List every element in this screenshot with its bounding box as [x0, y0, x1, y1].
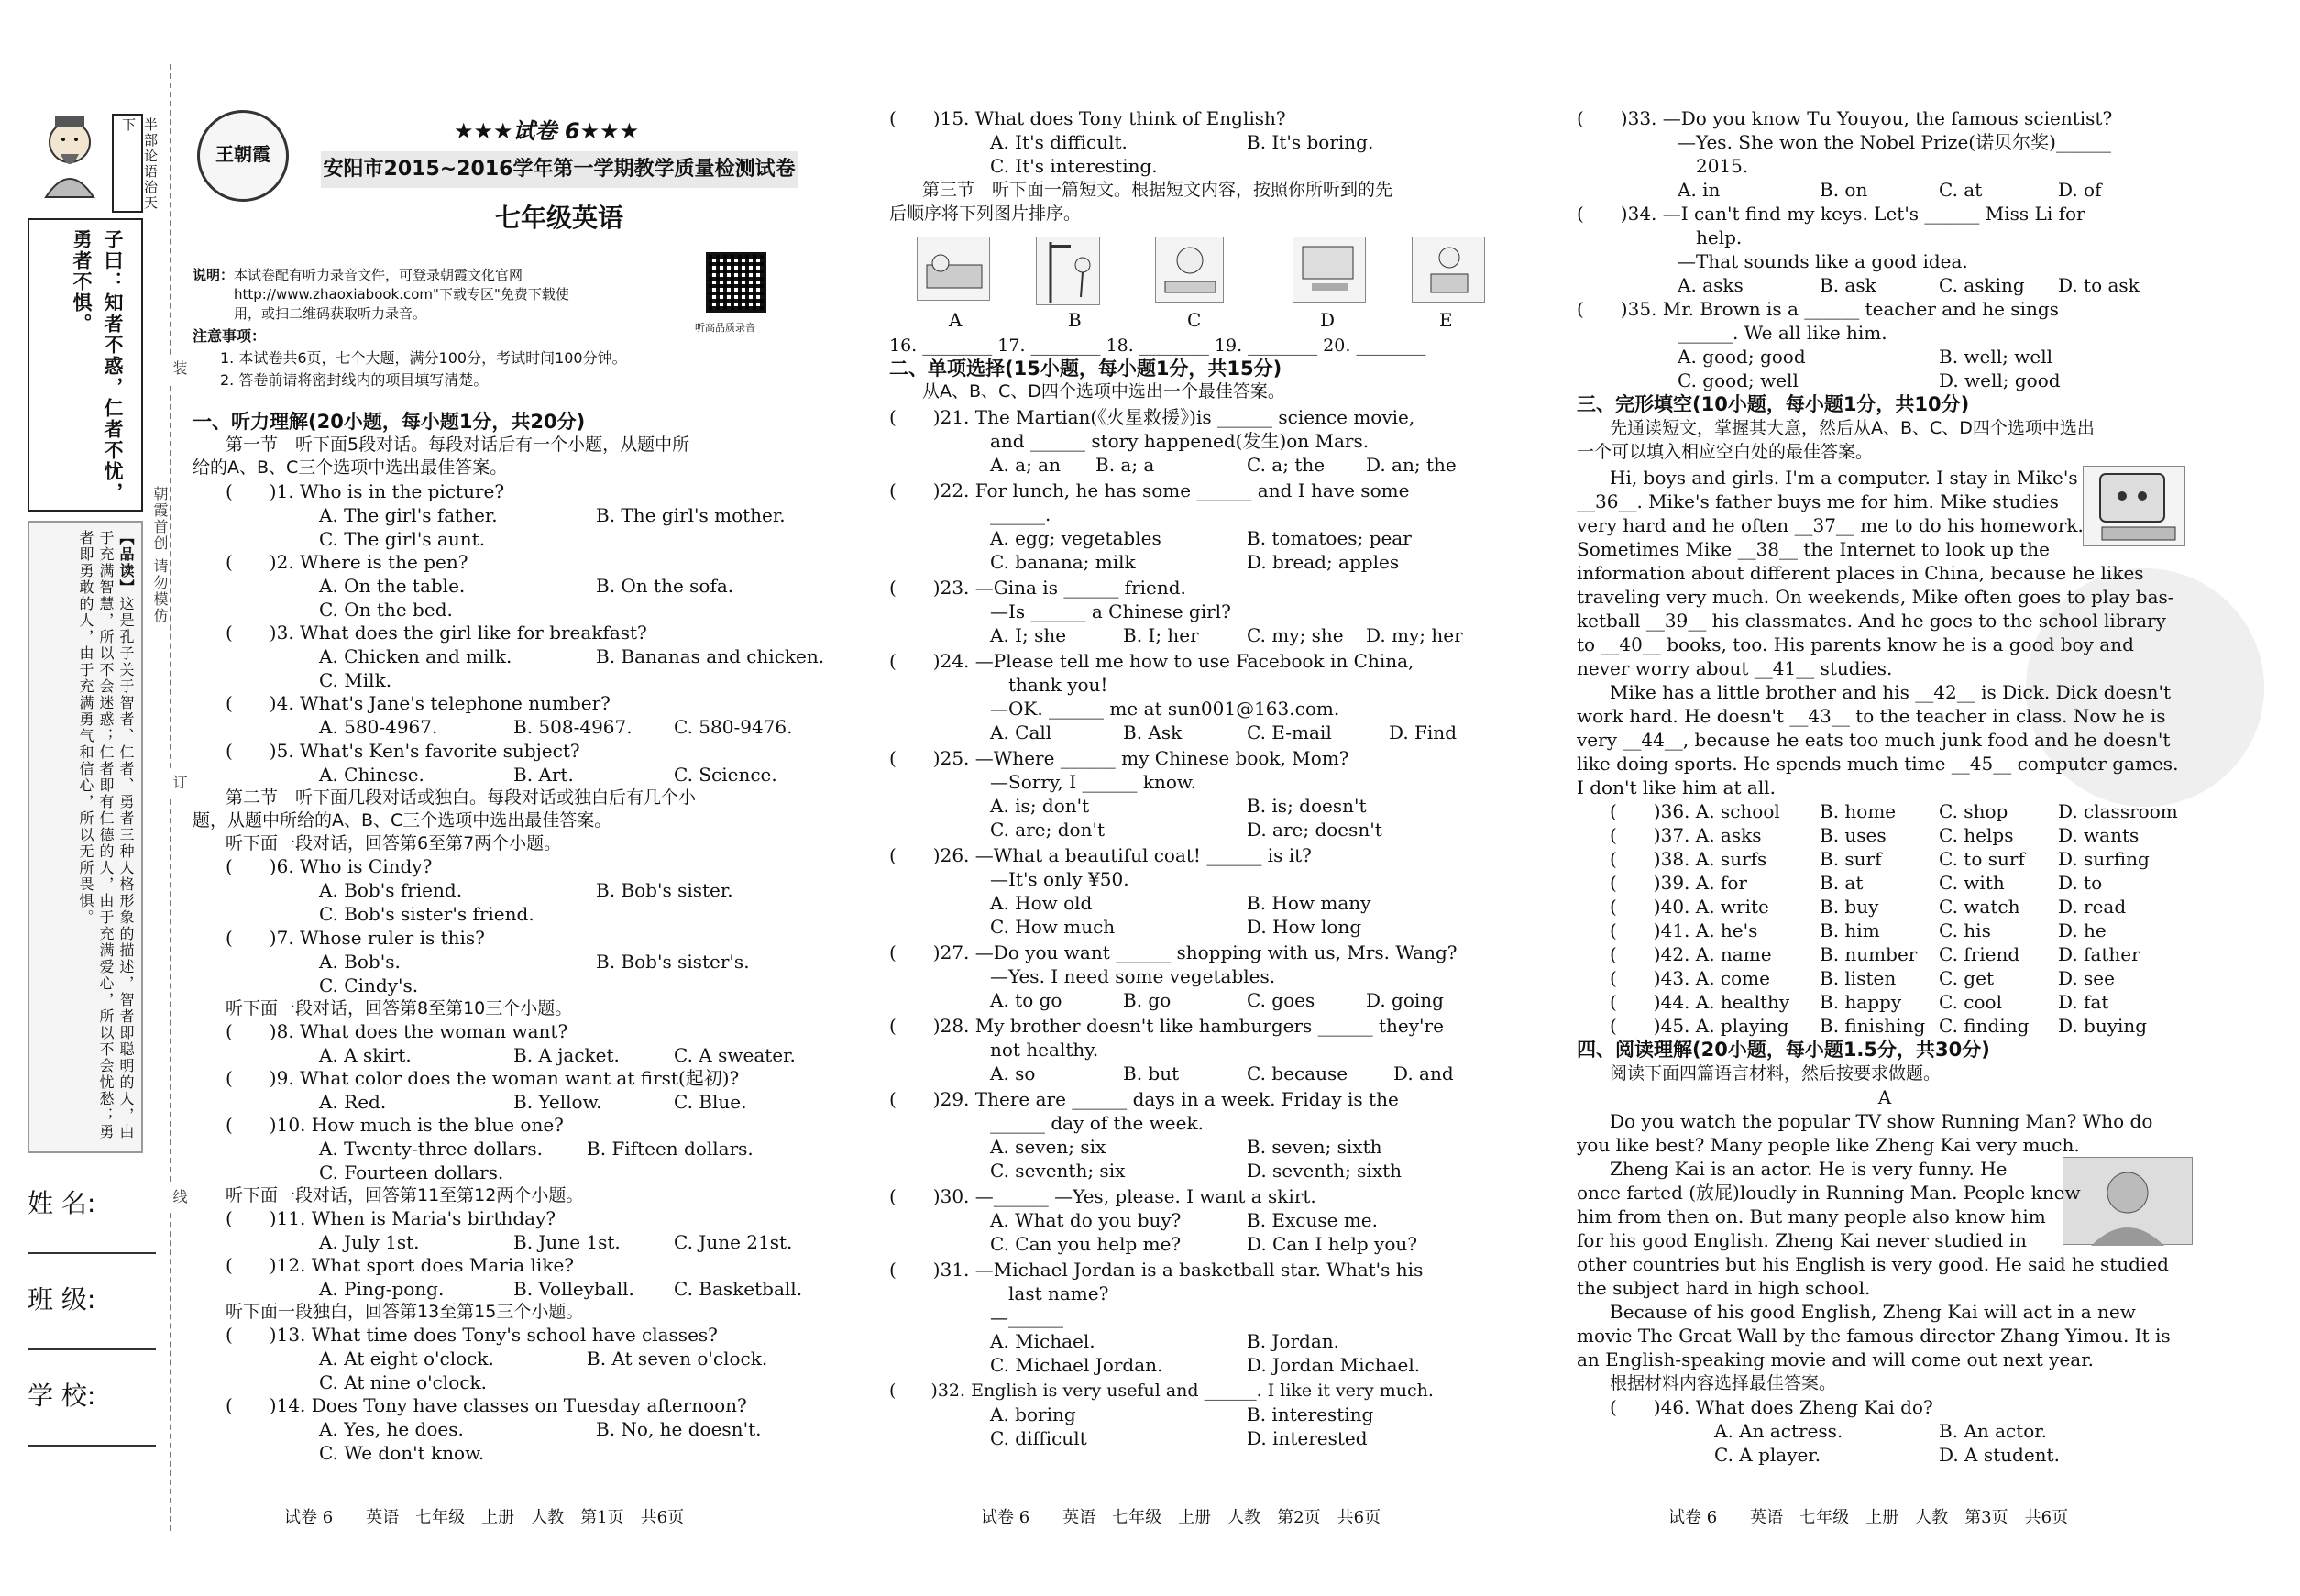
reading-label: 【品读】 [117, 530, 135, 596]
option[interactable]: C. watch [1939, 896, 2020, 918]
listen-note-8-10: 听下面一段对话，回答第8至第10三个小题。 [226, 998, 573, 1018]
passage-label: A [1877, 1086, 1892, 1108]
option[interactable]: D. to [2058, 872, 2103, 894]
q23-line2: —Is ______ a Chinese girl? [990, 600, 1231, 622]
cloze-line: I don't like him at all. [1577, 776, 1776, 798]
option[interactable]: C. banana; milk [990, 551, 1136, 573]
page-3-column: ( )33. —Do you know Tu Youyou, the famous scientist? —Yes. She won the Nobel Prize(诺贝尔奖)______ 2015. A. in B. on C. at D. of ( )34. —I can't find my keys. Let's ______ Miss Li for help. —That sounds like a good idea. A. asks B. ask C. asking D. to ask ( )35. Mr. Brown is a ______ teacher and he sings ______. We all like him. A. good; good B. well; well C. good; well D. well; good 三、完形填空(10小题，每小题1分，共10分) 先通读短文，掌握其大意，然后从A、B、C、D四个选项中选出 一个可以填入相应空白处的最佳答案。 Hi, boys and girls. I'm a computer. I stay in Mike's __36__. Mike's father buys me for him. Mike studies very hard and he often __37__ me to do his homework. Sometimes Mike __38__ the Internet to look up the information about different places in China, because he likes traveling very much. On weekends, Mike often goes to play bas- ketball __39__ his classmates. And he goes to the school library to __40__ books, too. His parents know he is a good boy and never worry about __41__ studies. Mike has a little brother and his __42__ is Dick. Dick doesn't work hard. He doesn't __43__ to the teacher in class. Now he is very __44__, because he eats too much junk food and he doesn't like doing sports. He spends much time __45__ computer games. I don't like him at all. ( )36. A. school B. home C. shop D. classroom ( )37. A. asks B. uses C. helps D. wants ( )38. A. surfs B. surf C. to surf D. surfing ( )39. A. for B. at C. with D. to ( )40. A. write B. buy C. watch D. read ( )41. A. he's B. him C. his D. he ( )42. A. name B. number C. friend D. father ( )43. A. come B. listen C. get D. see ( )44. A. healthy B. happy C. cool D. fat ( )45. A. playing B. finishing C. finding D. buying 四、阅读理解(20小题，每小题1.5分，共30分) 阅读下面四篇语言材料，然后按要求做题。 A Do you watch the popular TV show Running Man? Who do you like best? Many people like Zheng Kai very much. Zheng Kai is an actor. He is very funny. He once farted (放屁)loudly in Running Man. People knew him from then on. But many people also know him for his good English. Zheng Kai never studied in other countries but his English is very good. He said he studied the subject hard in high school. Because of his good English, Zheng Kai will act in a new movie The Great Wall by the famous director Zhang Yimou. It is an English-speaking movie and will come out next year. 根据材料内容选择最佳答案。 ( )46. What does Zheng Kai do? A. An actress. B. An actor. C. A player. D. A student. 试卷 6 英语 七年级 上册 人教 第3页 共6页 [1577, 0, 2193, 1596]
option[interactable]: C. shop [1939, 800, 2008, 822]
option[interactable]: B. Yellow. [513, 1091, 602, 1113]
option[interactable]: A. in [1678, 179, 1721, 201]
listen-note-13-15: 听下面一段独白，回答第13至第15三个小题。 [226, 1302, 584, 1322]
reading-box [28, 521, 143, 1153]
cloze-line: information about different places in China, because he likes [1577, 562, 2144, 584]
option[interactable]: C. On the bed. [319, 599, 453, 621]
reading-line: once farted (放屁)loudly in Running Man. People knew [1577, 1182, 2081, 1204]
cloze-line: to __40__ books, too. His parents know he is a good boy and [1577, 633, 2134, 655]
q26-line2: —It's only ¥50. [990, 868, 1129, 890]
option[interactable]: C. It's interesting. [990, 155, 1158, 177]
option[interactable]: C. get [1939, 967, 1994, 989]
option[interactable]: C. How much [990, 916, 1116, 938]
question-24: ( )24. —Please tell me how to use Facebook in China, [889, 650, 1414, 672]
q29-line2: ______ day of the week. [990, 1112, 1204, 1134]
option[interactable]: C. A player. [1714, 1444, 1821, 1466]
pic-label-d: D [1320, 309, 1336, 331]
option[interactable]: B. Art. [513, 764, 574, 786]
option[interactable]: B. The girl's mother. [596, 504, 786, 526]
section-3-instruction-2: 一个可以填入相应空白处的最佳答案。 [1577, 442, 1874, 462]
option[interactable]: B. On the sofa. [596, 575, 734, 597]
cloze-line: Sometimes Mike __38__ the Internet to look up the [1577, 538, 2051, 560]
school-label: 学 校: [28, 1381, 96, 1411]
option[interactable]: D. A student. [1939, 1444, 2060, 1466]
section-2-instruction: 从A、B、C、D四个选项中选出一个最佳答案。 [922, 381, 1285, 402]
reading-text: 这是孔子关于智者、仁者、勇者三种人格形象的描述，智者即聪明的人，由于充满智慧，所以不会迷惑；仁者即有仁德的人，由于充满爱心，所以不会忧愁；勇者即勇敢的人，由于充满勇气和信心，所以无所畏惧。 [77, 530, 135, 1140]
option[interactable]: B. June 1st. [513, 1231, 621, 1253]
qr-caption: 听高品质录音 [695, 322, 755, 334]
cloze-line: Hi, boys and girls. I'm a computer. I stay in Mike's [1610, 467, 2078, 489]
option[interactable]: B. A jacket. [513, 1044, 620, 1066]
picture-d-computer-icon [1293, 237, 1366, 303]
question-9: ( )9. What color does the woman want at first(起初)? [226, 1067, 740, 1089]
option[interactable]: C. difficult [990, 1427, 1087, 1449]
option[interactable]: A. asks [1678, 274, 1744, 296]
option[interactable]: B. listen [1820, 967, 1897, 989]
cloze-line: very __44__, because he eats too much junk food and he doesn't [1577, 729, 2171, 751]
option[interactable]: B. buy [1820, 896, 1879, 918]
option[interactable]: B. go [1123, 989, 1172, 1011]
option[interactable]: C. cool [1939, 991, 2002, 1013]
note-block: 说明：本试卷配有听力录音文件，可登录朝霞文化官网 http://www.zhaoxiabook.com"下载专区"免费下载使 用，或扫二维码获取听力录音。 [193, 267, 569, 322]
question-28: ( )28. My brother doesn't like hamburgers ______ they're [889, 1015, 1444, 1037]
page-1-column [193, 0, 825, 1596]
question-27: ( )27. —Do you want ______ shopping with us, Mrs. Wang? [889, 941, 1458, 963]
cut-mark-2: 订 [149, 770, 191, 798]
class-field[interactable] [28, 1284, 156, 1315]
option[interactable]: A. A skirt. [319, 1044, 412, 1066]
option[interactable]: B. 508-4967. [513, 716, 633, 738]
part1-instruction-2: 给的A、B、C三个选项中选出最佳答案。 [193, 457, 508, 478]
option[interactable]: B. No, he doesn't. [596, 1418, 762, 1440]
question-29: ( )29. There are ______ days in a week. Friday is the [889, 1088, 1399, 1110]
pic-label-e: E [1439, 309, 1453, 331]
option[interactable]: B. is; doesn't [1247, 795, 1367, 817]
side-note: 朝霞首创 请勿模仿 [151, 486, 169, 625]
option[interactable]: D. Jordan Michael. [1247, 1354, 1421, 1376]
option[interactable]: B. a; a [1095, 454, 1155, 476]
school-field[interactable] [28, 1381, 156, 1411]
option[interactable]: D. fat [2058, 991, 2109, 1013]
question-6: ( )6. Who is Cindy? [226, 855, 433, 877]
option[interactable]: D. read [2058, 896, 2127, 918]
pic-label-c: C [1187, 309, 1202, 331]
option[interactable]: B. at [1820, 872, 1864, 894]
option[interactable]: A. How old [990, 892, 1093, 914]
option[interactable]: A. It's difficult. [990, 131, 1128, 153]
name-field[interactable] [28, 1188, 156, 1218]
question-14: ( )14. Does Tony have classes on Tuesday afternoon? [226, 1394, 747, 1416]
page-footer: 试卷 6 英语 七年级 上册 人教 第2页 共6页 [981, 1508, 1381, 1527]
option[interactable]: B. How many [1247, 892, 1371, 914]
option[interactable]: C. are; don't [990, 819, 1105, 841]
option[interactable]: C. my; she [1247, 624, 1344, 646]
option[interactable]: B. Bob's sister. [596, 879, 733, 901]
option[interactable]: D. going [1366, 989, 1444, 1011]
option[interactable]: C. a; the [1247, 454, 1326, 476]
option[interactable]: C. good; well [1678, 369, 1799, 391]
q33-line2: —Yes. She won the Nobel Prize(诺贝尔奖)______ [1678, 131, 2111, 153]
option[interactable]: A. 580-4967. [319, 716, 438, 738]
option[interactable]: D. my; her [1366, 624, 1463, 646]
option[interactable]: C. The girl's aunt. [319, 528, 486, 550]
option[interactable]: A. Bob's. [319, 951, 401, 973]
option[interactable]: A. is; don't [990, 795, 1090, 817]
option[interactable]: C. at [1939, 179, 1983, 201]
option[interactable]: C. E-mail [1247, 721, 1332, 743]
option[interactable]: D. are; doesn't [1247, 819, 1382, 841]
cloze-line: never worry about __41__ studies. [1577, 657, 1893, 679]
option[interactable]: A. On the table. [319, 575, 466, 597]
option[interactable]: D. of [2058, 179, 2102, 201]
option[interactable]: C. At nine o'clock. [319, 1371, 487, 1393]
question-10: ( )10. How much is the blue one? [226, 1114, 564, 1136]
left-margin-strip [28, 110, 169, 1503]
confucius-cartoon-icon [33, 110, 106, 202]
option[interactable]: D. an; the [1366, 454, 1457, 476]
option[interactable]: D. buying [2058, 1015, 2148, 1037]
option[interactable]: B. surf [1820, 848, 1882, 870]
question-22: ( )22. For lunch, he has some ______ and I have some [889, 479, 1410, 501]
option[interactable]: A. Michael. [990, 1330, 1095, 1352]
question-1: ( )1. Who is in the picture? [226, 480, 505, 502]
question-11: ( )11. When is Maria's birthday? [226, 1207, 556, 1229]
option[interactable]: C. to surf [1939, 848, 2025, 870]
option[interactable]: C. Michael Jordan. [990, 1354, 1163, 1376]
option[interactable]: B. Jordan. [1247, 1330, 1339, 1352]
question-34: ( )34. —I can't find my keys. Let's ______ Miss Li for [1577, 203, 2085, 225]
option[interactable]: C. with [1939, 872, 2005, 894]
option[interactable]: C. June 21st. [674, 1231, 793, 1253]
binding-cut-line [170, 64, 171, 1531]
reading-line: Zheng Kai is an actor. He is very funny. He [1610, 1158, 2008, 1180]
option[interactable]: C. Fourteen dollars. [319, 1161, 504, 1183]
section-3-heading: 三、完形填空(10小题，每小题1分，共10分) [1577, 393, 1970, 415]
q31-line3: —______ [990, 1306, 1063, 1328]
reading-line: the subject hard in high school. [1577, 1277, 1871, 1299]
option[interactable]: D. interested [1247, 1427, 1368, 1449]
q21-line2: and ______ story happened(发生)on Mars. [990, 430, 1370, 452]
option[interactable]: C. Milk. [319, 669, 392, 691]
option[interactable]: C. finding [1939, 1015, 2030, 1037]
option[interactable]: D. wants [2058, 824, 2140, 846]
option[interactable]: B. At seven o'clock. [587, 1348, 768, 1370]
option[interactable]: D. well; good [1939, 369, 2061, 391]
option[interactable]: D. bread; apples [1247, 551, 1400, 573]
reading-line: an English-speaking movie and will come out next year. [1577, 1348, 2094, 1370]
option[interactable]: A. boring [990, 1403, 1076, 1425]
option[interactable]: B. uses [1820, 824, 1887, 846]
option[interactable]: C. Blue. [674, 1091, 747, 1113]
page-2-column [889, 0, 1505, 1596]
option[interactable]: A. Call [990, 721, 1052, 743]
option[interactable]: A. Yes, he does. [319, 1418, 464, 1440]
option[interactable]: A. An actress. [1714, 1420, 1843, 1442]
part1-instruction: 第一节 听下面5段对话。每段对话后有一个小题，从题中所 [226, 435, 690, 455]
qr-code-icon[interactable] [706, 252, 766, 313]
q28-line2: not healthy. [990, 1039, 1099, 1061]
option[interactable]: B. on [1820, 179, 1868, 201]
option[interactable]: B. home [1820, 800, 1897, 822]
reading-line: other countries but his English is very good. He said he studied [1577, 1253, 2169, 1275]
picture-b-basketball-icon [1036, 237, 1100, 305]
question-23: ( )23. —Gina is ______ friend. [889, 577, 1186, 599]
option[interactable]: D. and [1393, 1062, 1454, 1084]
section-4-heading: 四、阅读理解(20小题，每小题1.5分，共30分) [1577, 1039, 1990, 1061]
option[interactable]: C. A sweater. [674, 1044, 796, 1066]
picture-a-sleeping-icon [917, 237, 990, 301]
question-13: ( )13. What time does Tony's school have classes? [226, 1324, 718, 1346]
cloze-line: ketball __39__ his classmates. And he goes to the school library [1577, 610, 2166, 632]
q27-line2: —Yes. I need some vegetables. [990, 965, 1276, 987]
section-2-heading: 二、单项选择(15小题，每小题1分，共15分) [889, 358, 1282, 380]
question-5: ( )5. What's Ken's favorite subject? [226, 740, 580, 762]
question-46: ( )46. What does Zheng Kai do? [1610, 1396, 1933, 1418]
option[interactable]: C. Science. [674, 764, 777, 786]
cut-mark-3: 线 [149, 1184, 191, 1212]
option[interactable]: C. Basketball. [674, 1278, 803, 1300]
page-footer: 试卷 6 英语 七年级 上册 人教 第3页 共6页 [1668, 1508, 2069, 1527]
attention-block: 注意事项： 1. 本试卷共6页，七个大题，满分100分，考试时间100分钟。 2. 答卷前请将密封线内的项目填写清楚。 [193, 327, 627, 389]
option[interactable]: A. good; good [1678, 346, 1806, 368]
option[interactable]: C. Can you help me? [990, 1233, 1182, 1255]
option[interactable]: A. seven; six [990, 1136, 1106, 1158]
option[interactable]: B. but [1123, 1062, 1180, 1084]
part2-instruction-2: 题，从题中所给的A、B、C三个选项中选出最佳答案。 [193, 810, 612, 831]
option[interactable]: B. ask [1820, 274, 1876, 296]
question-4: ( )4. What's Jane's telephone number? [226, 692, 611, 714]
option[interactable]: B. finishing [1820, 1015, 1926, 1037]
option[interactable]: A. Chinese. [319, 764, 424, 786]
reading-line: Do you watch the popular TV show Running Man? Who do [1610, 1110, 2153, 1132]
option[interactable]: A. At eight o'clock. [319, 1348, 494, 1370]
option[interactable]: B. Volleyball. [513, 1278, 634, 1300]
question-15: ( )15. What does Tony think of English? [889, 107, 1286, 129]
q34-line3: —That sounds like a good idea. [1678, 250, 1968, 272]
cloze-line: traveling very much. On weekends, Mike often goes to play bas- [1577, 586, 2174, 608]
option[interactable]: B. him [1820, 919, 1880, 941]
option[interactable]: A. Twenty-three dollars. [319, 1138, 543, 1160]
cut-mark-1: 装 [149, 356, 191, 383]
subject-title: 七年级英语 [494, 203, 623, 233]
reading-line: you like best? Many people like Zheng Kai very much. [1577, 1134, 2080, 1156]
option[interactable]: A. I; she [990, 624, 1067, 646]
question-32: ( )32. English is very useful and ______. I like it very much. [889, 1381, 1434, 1401]
question-26: ( )26. —What a beautiful coat! ______ is it? [889, 844, 1312, 866]
option[interactable]: B. Ask [1123, 721, 1183, 743]
option[interactable]: B. Fifteen dollars. [587, 1138, 754, 1160]
option[interactable]: C. because [1247, 1062, 1348, 1084]
option[interactable]: A. Chicken and milk. [319, 645, 512, 667]
option[interactable]: D. seventh; sixth [1247, 1160, 1403, 1182]
option[interactable]: A. Bob's friend. [319, 879, 463, 901]
cloze-line: like doing sports. He spends much time __45__ computer games. [1577, 753, 2179, 775]
reading-line: movie The Great Wall by the famous director Zhang Yimou. It is [1577, 1325, 2171, 1347]
option[interactable]: D. see [2058, 967, 2115, 989]
option[interactable]: B. Excuse me. [1247, 1209, 1378, 1231]
option[interactable]: D. Find [1389, 721, 1457, 743]
option[interactable]: C. helps [1939, 824, 2014, 846]
listen-note-11-12: 听下面一段对话，回答第11至第12两个小题。 [226, 1185, 584, 1205]
question-3: ( )3. What does the girl like for breakfast? [226, 622, 647, 644]
option[interactable]: B. Bob's sister's. [596, 951, 750, 973]
cloze-line: __36__. Mike's father buys me for him. Mike studies [1577, 490, 2059, 512]
top-tag-box: 半部论语治天下 [112, 114, 143, 213]
picture-c-eating-icon [1155, 237, 1224, 303]
question-12: ( )12. What sport does Maria like? [226, 1254, 574, 1276]
option[interactable]: B. An actor. [1939, 1420, 2048, 1442]
option[interactable]: C. asking [1939, 274, 2025, 296]
question-30: ( )30. —______ —Yes, please. I want a skirt. [889, 1185, 1316, 1207]
exam-title: 安阳市2015~2016学年第一学期教学质量检测试卷 [321, 151, 798, 188]
option[interactable]: D. classroom [2058, 800, 2178, 822]
option[interactable]: C. We don't know. [319, 1442, 485, 1464]
page-footer: 试卷 6 英语 七年级 上册 人教 第1页 共6页 [284, 1508, 685, 1527]
option[interactable]: A. What do you buy? [990, 1209, 1182, 1231]
option[interactable]: C. Bob's sister's friend. [319, 903, 534, 925]
option[interactable]: B. well; well [1939, 346, 2053, 368]
paper-number: ★★★试卷 6★★★ [454, 118, 640, 144]
part2-instruction: 第二节 听下面几段对话或独白。每段对话或独白后有几个小 [226, 787, 697, 808]
option[interactable]: A. Red. [319, 1091, 387, 1113]
option[interactable]: C. friend [1939, 943, 2020, 965]
q24-line3: —OK. ______ me at sun001@163.com. [990, 698, 1340, 720]
option[interactable]: C. 580-9476. [674, 716, 793, 738]
picture-e-reading-icon [1412, 237, 1485, 303]
reading-instruction: 根据材料内容选择最佳答案。 [1610, 1373, 1837, 1393]
option[interactable]: A. egg; vegetables [990, 527, 1161, 549]
option[interactable]: B. Bananas and chicken. [596, 645, 825, 667]
q22-line2: ______. [990, 503, 1051, 525]
section-4-instruction: 阅读下面四篇语言材料，然后按要求做题。 [1610, 1063, 1942, 1084]
option[interactable]: A. so [990, 1062, 1036, 1084]
name-label: 姓 名: [28, 1188, 96, 1218]
reading-line: for his good English. Zheng Kai never studied in [1577, 1229, 2027, 1251]
option[interactable]: B. interesting [1247, 1403, 1374, 1425]
option[interactable]: D. Can I help you? [1247, 1233, 1417, 1255]
part3-instruction: 第三节 听下面一篇短文。根据短文内容，按照你所听到的先 [922, 180, 1393, 200]
option[interactable]: C. his [1939, 919, 1991, 941]
question-33: ( )33. —Do you know Tu Youyou, the famous scientist? [1577, 107, 2113, 129]
cloze-line: work hard. He doesn't __43__ to the teacher in class. Now he is [1577, 705, 2166, 727]
option[interactable]: B. It's boring. [1247, 131, 1374, 153]
pic-label-a: A [949, 309, 963, 331]
class-label: 班 级: [28, 1284, 96, 1315]
q25-line2: —Sorry, I ______ know. [990, 771, 1196, 793]
option[interactable]: B. seven; sixth [1247, 1136, 1382, 1158]
part3-instruction-2: 后顺序将下列图片排序。 [889, 204, 1082, 224]
question-21: ( )21. The Martian(《火星救援》)is ______ science movie, [889, 406, 1415, 428]
q34-line2: help. [1696, 226, 1743, 248]
option[interactable]: D. to ask [2058, 274, 2140, 296]
confucius-quote: 子曰：知者不惑，仁者不忧，勇者不惧。 [71, 229, 124, 503]
q24-line2: thank you! [1008, 674, 1108, 696]
q31-line2: last name? [1008, 1282, 1109, 1304]
pic-label-b: B [1068, 309, 1082, 331]
option[interactable]: B. happy [1820, 991, 1902, 1013]
question-7: ( )7. Whose ruler is this? [226, 927, 485, 949]
option[interactable]: A. July 1st. [319, 1231, 420, 1253]
option[interactable]: C. Cindy's. [319, 974, 419, 996]
option[interactable]: A. a; an [990, 454, 1061, 476]
option[interactable]: D. surfing [2058, 848, 2150, 870]
q33-line3: 2015. [1696, 155, 1749, 177]
option[interactable]: A. Ping-pong. [319, 1278, 445, 1300]
listen-note-6-7: 听下面一段对话，回答第6至第7两个小题。 [226, 833, 562, 853]
question-25: ( )25. —Where ______ my Chinese book, Mom? [889, 747, 1349, 769]
option[interactable]: D. he [2058, 919, 2107, 941]
option[interactable]: B. tomatoes; pear [1247, 527, 1412, 549]
cloze-line: very hard and he often __37__ me to do his homework. [1577, 514, 2084, 536]
reading-line: him from then on. But many people also know him [1577, 1205, 2046, 1227]
option[interactable]: D. How long [1247, 916, 1362, 938]
section-1-heading: 一、听力理解(20小题，每小题1分，共20分) [193, 411, 586, 433]
quote-box [28, 218, 143, 512]
question-8: ( )8. What does the woman want? [226, 1020, 568, 1042]
option[interactable]: C. goes [1247, 989, 1315, 1011]
option[interactable]: A. to go [990, 989, 1062, 1011]
cloze-line: Mike has a little brother and his __42__ is Dick. Dick doesn't [1610, 681, 2172, 703]
q35-line2: ______. We all like him. [1678, 322, 1887, 344]
option[interactable]: D. father [2058, 943, 2140, 965]
question-2: ( )2. Where is the pen? [226, 551, 468, 573]
option[interactable]: B. I; her [1123, 624, 1199, 646]
order-answer-line[interactable]: 16. ________ 17. ________ 18. ________ 19. ________ 20. ________ [889, 336, 1426, 356]
reading-line: Because of his good English, Zheng Kai will act in a new [1610, 1301, 2136, 1323]
option[interactable]: B. number [1820, 943, 1918, 965]
question-31: ( )31. —Michael Jordan is a basketball star. What's his [889, 1259, 1424, 1281]
option[interactable]: A. The girl's father. [319, 504, 498, 526]
section-3-instruction: 先通读短文，掌握其大意，然后从A、B、C、D四个选项中选出 [1610, 418, 2095, 438]
publisher-logo: 王朝霞 [197, 110, 289, 202]
question-35: ( )35. Mr. Brown is a ______ teacher and he sings [1577, 298, 2059, 320]
option[interactable]: C. seventh; six [990, 1160, 1126, 1182]
